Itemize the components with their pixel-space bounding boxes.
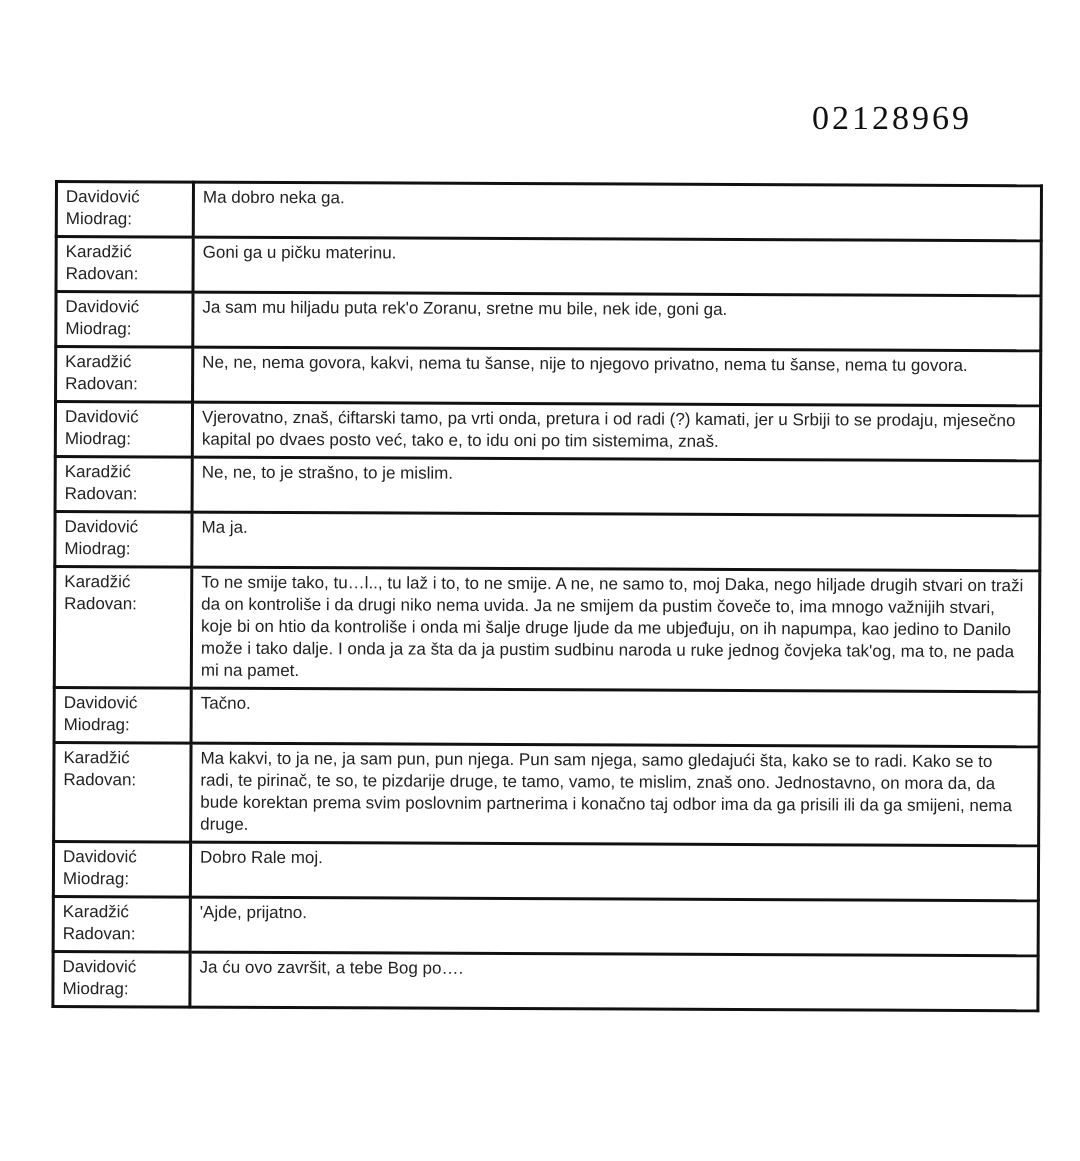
utterance-text: Ma ja. [192, 512, 1040, 571]
transcript-row [53, 951, 1038, 1010]
utterance-text: Dobro Rale moj. [190, 842, 1038, 901]
transcript-table [51, 180, 1043, 1012]
transcript-row [54, 567, 1040, 692]
speaker-name: Davidović Miodrag: [56, 292, 193, 348]
speaker-name: Karadžić Radovan: [56, 237, 193, 293]
speaker-name: Davidović Miodrag: [53, 951, 190, 1007]
utterance-text: Tačno. [191, 688, 1039, 747]
utterance-text: Goni ga u pičku materinu. [193, 237, 1041, 296]
transcript-row [54, 688, 1039, 747]
utterance-text: Ja ću ovo završit, a tebe Bog po…. [190, 952, 1038, 1011]
transcript-row [55, 457, 1040, 516]
utterance-text: To ne smije tako, tu…l.., tu laž i to, to ne smije. A ne, ne samo to, moj Daka, nego hiljade drugih stvari on traži da on kontroliše i da drugi niko nema uvida. Ja ne smijem da pustim čoveče to, ima mnogo važnijih stvari, koje bi on htio da kontroliše i onda mi šalje druge ljude da me ubjeđuju, on ih napumpa, kao jedino to Danilo može i tako dalje. I onda ja za šta da ja pustim sudbinu naroda u ruke jednog čovjeka tak'og, ma to, ne pada mi na pamet. [191, 567, 1040, 692]
speaker-name: Davidović Miodrag: [55, 402, 192, 458]
utterance-text: Ma kakvi, to ja ne, ja sam pun, pun njega. Pun sam njega, samo gledajući šta, kako se to radi. Kako se to radi, te pirinač, te so, te pizdarije druge, te tamo, vamo, te mislim, znaš ono. Jednostavno, on mora da, da bude korektan prema svim poslovnim partnerima i konačno taj odbor ima da ga prisili ili da ga smijeni, nema druge. [191, 743, 1039, 846]
speaker-name: Karadžić Radovan: [56, 347, 193, 403]
transcript-row [55, 512, 1040, 571]
speaker-name: Karadžić Radovan: [53, 896, 190, 952]
speaker-name: Davidović Miodrag: [54, 688, 191, 744]
utterance-text: Ja sam mu hiljadu puta rek'o Zoranu, sretne mu bile, nek ide, goni ga. [193, 292, 1041, 351]
utterance-text: Vjerovatno, znaš, ćiftarski tamo, pa vrti onda, pretura i od radi (?) kamati, jer u Srbiji to se prodaju, mjesečno kapital po dvaes posto već, tako e, to idu oni po tim sistemima, znaš. [192, 402, 1040, 461]
speaker-name: Karadžić Radovan: [55, 457, 192, 513]
utterance-text: 'Ajde, prijatno. [190, 897, 1038, 956]
speaker-name: Karadžić Radovan: [54, 743, 191, 843]
transcript-row [56, 182, 1041, 241]
utterance-text: Ne, ne, nema govora, kakvi, nema tu šanse, nije to njegovo privatno, nema tu šanse, nema tu govora. [193, 347, 1041, 406]
transcript-row [56, 347, 1041, 406]
transcript-row [53, 842, 1038, 901]
transcript-row [54, 743, 1039, 846]
transcript-row [56, 237, 1041, 296]
transcript-row [55, 402, 1040, 461]
speaker-name: Karadžić Radovan: [54, 567, 192, 689]
transcript-row [53, 896, 1038, 955]
speaker-name: Davidović Miodrag: [55, 512, 192, 568]
speaker-name: Davidović Miodrag: [53, 842, 190, 898]
utterance-text: Ne, ne, to je strašno, to je mislim. [192, 457, 1040, 516]
speaker-name: Davidović Miodrag: [56, 182, 193, 238]
utterance-text: Ma dobro neka ga. [193, 182, 1041, 241]
transcript-row [56, 292, 1041, 351]
document-number: 02128969 [812, 100, 972, 137]
